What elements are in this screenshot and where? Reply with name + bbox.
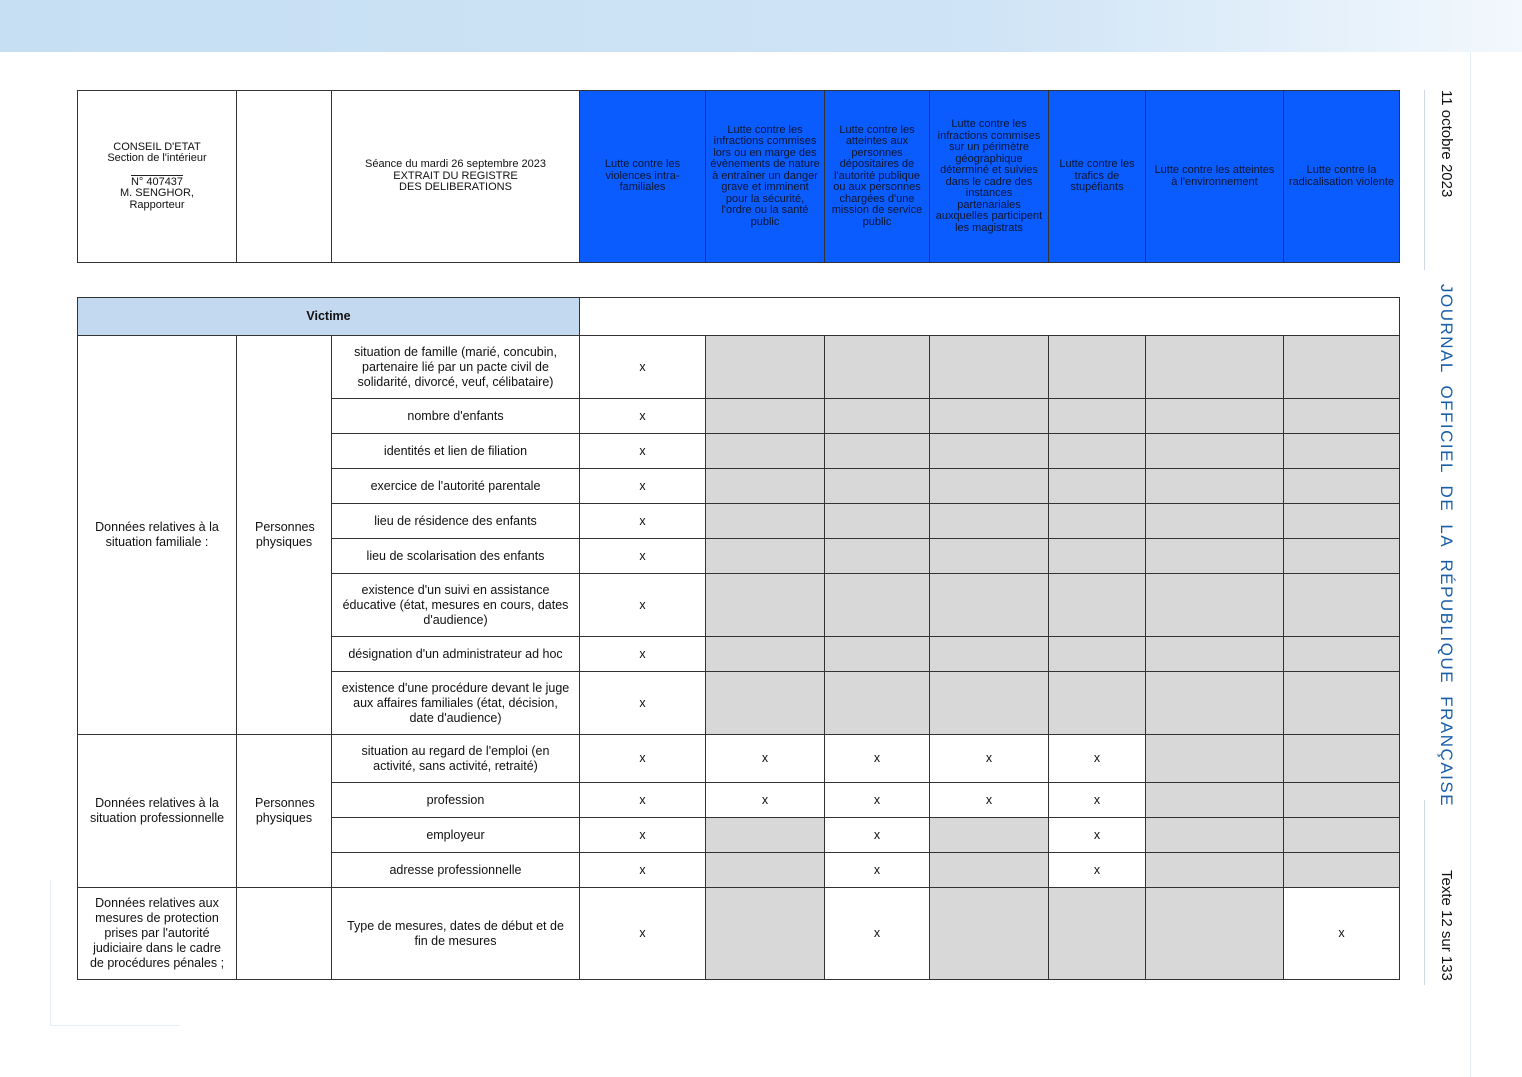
cell-empty: [1146, 469, 1284, 504]
sidebar-page-number: Texte 12 sur 133: [1438, 870, 1455, 981]
cell-empty: [1146, 539, 1284, 574]
cell-empty: [1284, 504, 1400, 539]
session-register: DES DELIBERATIONS: [399, 181, 512, 194]
section-title: Victime: [78, 298, 580, 336]
cell-empty: [1049, 399, 1146, 434]
cell-empty: [930, 672, 1049, 735]
table-row: [78, 888, 1400, 980]
cell-mark: x: [580, 399, 706, 434]
cell-mark: x: [706, 735, 825, 783]
cell-empty: [825, 469, 930, 504]
cell-empty: [1284, 672, 1400, 735]
row-item: désignation d'un administrateur ad hoc: [332, 637, 580, 672]
cell-empty: [706, 434, 825, 469]
group-label: Données relatives aux mesures de protection prises par l'autorité judiciaire dans le cadre de procédures pénales ;: [78, 888, 237, 980]
session-extract: EXTRAIT DU REGISTRE: [393, 169, 518, 182]
cell-mark: x: [580, 539, 706, 574]
cell-empty: [1146, 336, 1284, 399]
cell-empty: [706, 539, 825, 574]
cell-mark: x: [825, 818, 930, 853]
cell-empty: [706, 504, 825, 539]
cell-empty: [1146, 853, 1284, 888]
group-subject: Personnes physiques: [237, 735, 332, 888]
cell-empty: [930, 888, 1049, 980]
cell-empty: [1049, 637, 1146, 672]
row-item: existence d'une procédure devant le juge aux affaires familiales (état, décision, date d'audience): [332, 672, 580, 735]
cell-empty: [1284, 434, 1400, 469]
cell-empty: [706, 469, 825, 504]
cell-empty: [1284, 336, 1400, 399]
cell-empty: [1049, 672, 1146, 735]
header-table: [77, 90, 1400, 263]
row-item: situation au regard de l'emploi (en activité, sans activité, retraité): [332, 735, 580, 783]
cell-empty: [1146, 574, 1284, 637]
row-item: lieu de résidence des enfants: [332, 504, 580, 539]
cell-empty: [825, 504, 930, 539]
row-item: situation de famille (marié, concubin, partenaire lié par un pacte civil de solidarité, divorcé, veuf, célibataire): [332, 336, 580, 399]
cell-empty: [1284, 853, 1400, 888]
cell-empty: [706, 637, 825, 672]
cell-mark: x: [1049, 783, 1146, 818]
cell-empty: [1284, 637, 1400, 672]
cell-empty: [1284, 818, 1400, 853]
cell-mark: x: [930, 735, 1049, 783]
cell-empty: [706, 574, 825, 637]
cell-empty: [930, 818, 1049, 853]
cell-mark: x: [580, 735, 706, 783]
cell-empty: [1284, 574, 1400, 637]
cell-empty: [825, 637, 930, 672]
cell-empty: [1146, 399, 1284, 434]
cell-mark: x: [825, 735, 930, 783]
section-title-blank: [580, 298, 1400, 336]
column-header-6: Lutte contre les atteintes à l'environnement: [1146, 91, 1284, 263]
cell-mark: x: [580, 434, 706, 469]
cell-empty: [1049, 434, 1146, 469]
cell-empty: [1284, 783, 1400, 818]
cell-empty: [1049, 888, 1146, 980]
row-item: adresse professionnelle: [332, 853, 580, 888]
row-item: identités et lien de filiation: [332, 434, 580, 469]
cell-mark: x: [706, 783, 825, 818]
table-row: [78, 735, 1400, 783]
cell-mark: x: [1049, 818, 1146, 853]
column-header-2: Lutte contre les infractions commises lors ou en marge des évènements de nature à entraîner un danger grave et imminent pour la sécurité, l'ordre ou la santé public: [706, 91, 825, 263]
header-org-cell: [78, 91, 237, 263]
sidebar-date: 11 octobre 2023: [1438, 90, 1455, 198]
cell-mark: x: [1049, 735, 1146, 783]
group-subject: [237, 888, 332, 980]
cell-empty: [930, 504, 1049, 539]
cell-empty: [1284, 399, 1400, 434]
cell-empty: [1284, 735, 1400, 783]
cell-mark: x: [580, 888, 706, 980]
cell-empty: [706, 888, 825, 980]
cell-empty: [825, 336, 930, 399]
row-item: existence d'un suivi en assistance éducative (état, mesures en cours, dates d'audience): [332, 574, 580, 637]
page-frame-left: [50, 880, 51, 1025]
cell-empty: [1146, 783, 1284, 818]
cell-empty: [1146, 818, 1284, 853]
group-label: Données relatives à la situation familiale :: [78, 336, 237, 735]
cell-empty: [825, 399, 930, 434]
cell-empty: [1049, 574, 1146, 637]
cell-mark: x: [580, 574, 706, 637]
cell-empty: [930, 399, 1049, 434]
cell-empty: [706, 818, 825, 853]
row-item: profession: [332, 783, 580, 818]
row-item: nombre d'enfants: [332, 399, 580, 434]
rapporteur-title: Rapporteur: [129, 198, 185, 211]
cell-empty: [930, 469, 1049, 504]
cell-empty: [1146, 434, 1284, 469]
cell-empty: [825, 574, 930, 637]
sidebar-rule-bottom: [1424, 800, 1425, 985]
org-name: CONSEIL D'ETAT: [113, 140, 201, 153]
header-empty-cell: [237, 91, 332, 263]
cell-empty: [1049, 469, 1146, 504]
column-header-1: Lutte contre les violences intra-familiales: [580, 91, 706, 263]
data-table: [77, 297, 1400, 980]
cell-empty: [1049, 336, 1146, 399]
cell-mark: x: [580, 783, 706, 818]
page-frame-bottom: [50, 1025, 180, 1026]
cell-empty: [1146, 637, 1284, 672]
cell-empty: [930, 637, 1049, 672]
cell-empty: [706, 336, 825, 399]
cell-empty: [706, 399, 825, 434]
cell-mark: x: [1284, 888, 1400, 980]
cell-mark: x: [825, 853, 930, 888]
cell-mark: x: [825, 783, 930, 818]
cell-empty: [930, 336, 1049, 399]
cell-mark: x: [580, 672, 706, 735]
top-band: [0, 0, 1522, 52]
cell-mark: x: [580, 336, 706, 399]
cell-empty: [825, 539, 930, 574]
cell-mark: x: [1049, 853, 1146, 888]
cell-empty: [825, 434, 930, 469]
sidebar-rule-top: [1424, 90, 1425, 270]
column-header-3: Lutte contre les atteintes aux personnes dépositaires de l'autorité publique ou aux personnes chargées d'une mission de service public: [825, 91, 930, 263]
column-header-7: Lutte contre la radicalisation violente: [1284, 91, 1400, 263]
header-session-cell: [332, 91, 580, 263]
cell-empty: [706, 672, 825, 735]
cell-empty: [1146, 888, 1284, 980]
row-item: Type de mesures, dates de début et de fin de mesures: [332, 888, 580, 980]
cell-empty: [706, 853, 825, 888]
cell-empty: [1146, 735, 1284, 783]
table-row: [78, 336, 1400, 399]
group-subject: Personnes physiques: [237, 336, 332, 735]
row-item: exercice de l'autorité parentale: [332, 469, 580, 504]
cell-empty: [825, 672, 930, 735]
cell-empty: [930, 434, 1049, 469]
cell-mark: x: [580, 818, 706, 853]
cell-mark: x: [825, 888, 930, 980]
row-item: employeur: [332, 818, 580, 853]
cell-mark: x: [580, 504, 706, 539]
cell-empty: [1049, 504, 1146, 539]
page-frame-right: [1470, 52, 1471, 1077]
cell-empty: [930, 853, 1049, 888]
cell-empty: [930, 574, 1049, 637]
column-header-4: Lutte contre les infractions commises sur un périmètre géographique déterminé et suivies dans le cadre des instances partenariales auxquelles participent les magistrats: [930, 91, 1049, 263]
cell-empty: [1146, 504, 1284, 539]
row-item: lieu de scolarisation des enfants: [332, 539, 580, 574]
case-number: N° 407437: [130, 175, 184, 188]
session-date: Séance du mardi 26 septembre 2023: [364, 158, 546, 171]
cell-empty: [1146, 672, 1284, 735]
cell-mark: x: [580, 853, 706, 888]
column-header-5: Lutte contre les trafics de stupéfiants: [1049, 91, 1146, 263]
rapporteur-name: M. SENGHOR,: [120, 187, 194, 200]
cell-empty: [1284, 469, 1400, 504]
sidebar-journal-title: JOURNAL OFFICIEL DE LA RÉPUBLIQUE FRANÇAISE: [1437, 284, 1456, 808]
cell-mark: x: [580, 637, 706, 672]
cell-mark: x: [930, 783, 1049, 818]
cell-mark: x: [580, 469, 706, 504]
org-section: Section de l'intérieur: [107, 152, 207, 165]
cell-empty: [930, 539, 1049, 574]
group-label: Données relatives à la situation professionnelle: [78, 735, 237, 888]
cell-empty: [1049, 539, 1146, 574]
cell-empty: [1284, 539, 1400, 574]
